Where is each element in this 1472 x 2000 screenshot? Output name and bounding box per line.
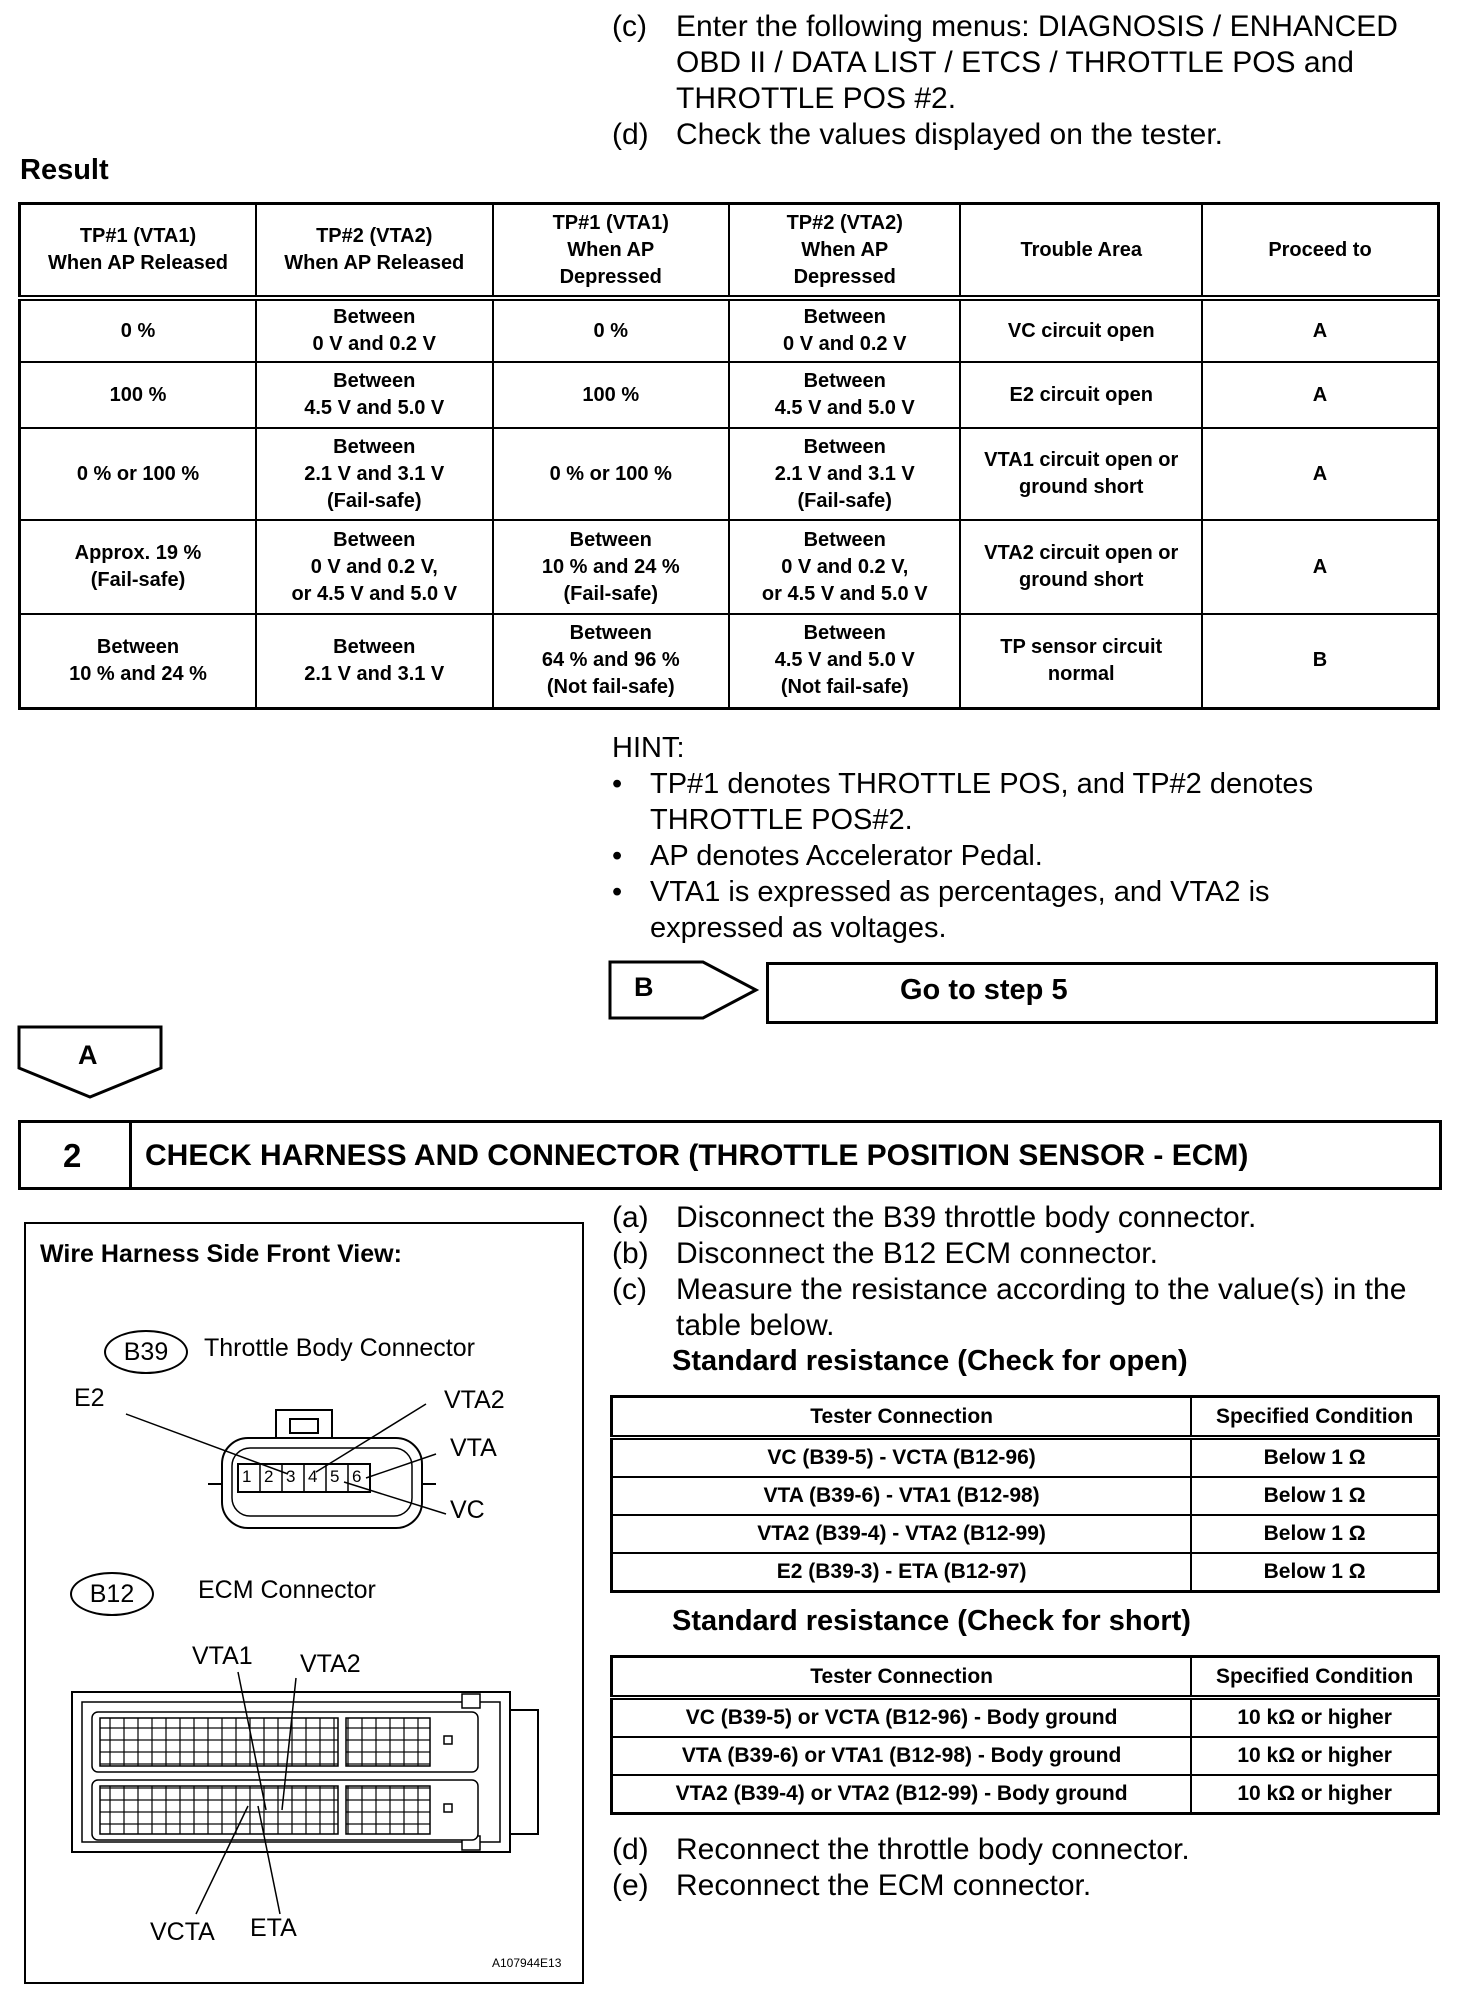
column-header (960, 204, 1202, 299)
text-line: OBD II / DATA LIST / ETCS / THROTTLE POS and (676, 46, 1354, 79)
result-heading: Result (20, 154, 109, 186)
text-line: Enter the following menus: DIAGNOSIS / ENHANCED (676, 10, 1398, 43)
section-header (18, 1120, 1442, 1190)
text-line: 0 V and 0.2 V, (781, 555, 909, 578)
b39-label-vc: VC (450, 1496, 485, 1524)
step-text (676, 1200, 1256, 1236)
text-line: Between (803, 435, 886, 458)
column-header: Tester Connection (612, 1657, 1192, 1698)
b39-label-vta: VTA (450, 1434, 497, 1462)
bullet-dot-icon: • (612, 876, 623, 908)
table-row (612, 1438, 1439, 1478)
text-line: 0 % or 100 % (549, 462, 672, 485)
table-row (612, 1737, 1439, 1775)
text-line: Check the values displayed on the tester. (676, 118, 1224, 151)
column-header: Specified Condition (1191, 1397, 1438, 1438)
text-line: normal (1047, 662, 1115, 685)
text-line: Reconnect the ECM connector. (676, 1869, 1092, 1902)
table-header-row (20, 204, 1439, 299)
bullet-dot-icon: • (612, 768, 623, 800)
table-cell: VTA2 (B39-4) or VTA2 (B12-99) - Body ground (612, 1775, 1192, 1814)
text-line: Depressed (559, 265, 662, 288)
table-cell (256, 520, 493, 614)
b39-name: Throttle Body Connector (204, 1334, 475, 1362)
table-cell (20, 298, 257, 362)
text-line: Approx. 19 % (74, 542, 202, 564)
table-cell (729, 362, 960, 428)
table-cell (960, 614, 1202, 708)
b39-code: B39 (123, 1338, 169, 1366)
branch-a-label: A (78, 1040, 98, 1070)
result-table (18, 202, 1440, 710)
text-line: 10 % and 24 % (69, 662, 207, 685)
table-row (20, 614, 1439, 708)
text-line: Between (333, 306, 416, 328)
text-line: Between (333, 635, 416, 658)
table-cell (729, 614, 960, 708)
pin-number: 5 (330, 1467, 340, 1486)
text-line: ground short (1019, 569, 1144, 591)
pin-number: 3 (286, 1467, 296, 1486)
table-cell (960, 362, 1202, 428)
table-cell (960, 298, 1202, 362)
text-line: or 4.5 V and 5.0 V (291, 582, 458, 605)
pin-number: 4 (308, 1467, 318, 1486)
table-cell (256, 298, 493, 362)
table-cell (1202, 520, 1439, 614)
text-line: 0 % (120, 319, 156, 342)
diagram-title: Wire Harness Side Front View: (40, 1240, 402, 1268)
bullet-dot-icon: • (612, 840, 623, 872)
table-row (612, 1553, 1439, 1592)
column-header (256, 204, 493, 299)
table-row (20, 428, 1439, 520)
text-line: E2 circuit open (1009, 383, 1153, 406)
pin-number: 6 (352, 1467, 362, 1486)
connector-diagram (24, 1222, 584, 1984)
text-line: Reconnect the throttle body connector. (676, 1833, 1190, 1866)
open-table-title: Standard resistance (Check for open) (672, 1345, 1188, 1377)
column-header (493, 204, 730, 299)
text-line: Disconnect the B39 throttle body connector. (676, 1201, 1257, 1234)
step-label: (c) (612, 10, 647, 43)
step-label: (e) (612, 1869, 649, 1902)
table-cell (960, 520, 1202, 614)
table-row (612, 1775, 1439, 1814)
text-line: 0 V and 0.2 V, (310, 555, 438, 578)
text-line: AP denotes Accelerator Pedal. (650, 840, 1043, 872)
table-cell: Below 1 Ω (1191, 1553, 1438, 1592)
text-line: A (1312, 555, 1328, 578)
table-cell: Below 1 Ω (1191, 1477, 1438, 1515)
hint-text (650, 766, 1440, 838)
text-line: Between (96, 635, 180, 658)
short-table (610, 1655, 1440, 1815)
branch-b-arrow-shape (608, 960, 768, 1026)
table-cell: 10 kΩ or higher (1191, 1775, 1438, 1814)
table-cell (20, 520, 257, 614)
step-text (676, 1272, 1406, 1344)
hint-text (650, 838, 1440, 874)
text-line: 0 V and 0.2 V (312, 333, 436, 355)
branch-b-label: B (634, 972, 654, 1002)
step-label: (d) (612, 118, 649, 151)
table-cell: 10 kΩ or higher (1191, 1698, 1438, 1738)
table-cell (729, 520, 960, 614)
column-header (729, 204, 960, 299)
go-to-step-text: Go to step 5 (900, 974, 1068, 1006)
step-text (676, 9, 1398, 117)
table-cell (493, 520, 730, 614)
step-text (676, 117, 1223, 153)
b12-code: B12 (89, 1580, 135, 1608)
text-line: TP#1 (VTA1) (79, 225, 197, 247)
text-line: 4.5 V and 5.0 V (774, 649, 915, 672)
text-line: (Fail-safe) (563, 582, 658, 605)
table-cell: VTA (B39-6) or VTA1 (B12-98) - Body ground (612, 1737, 1192, 1775)
pin-number: 1 (242, 1467, 252, 1486)
step-label: (a) (612, 1201, 649, 1234)
table-cell (960, 428, 1202, 520)
text-line: (Fail-safe) (90, 569, 186, 591)
table-cell (20, 614, 257, 708)
table-row (20, 520, 1439, 614)
section-title: CHECK HARNESS AND CONNECTOR (THROTTLE POSITION SENSOR - ECM) (145, 1139, 1249, 1172)
text-line: TP#1 (VTA1) (552, 211, 669, 234)
table-cell (256, 614, 493, 708)
text-line: A (1312, 462, 1328, 485)
text-line: 4.5 V and 5.0 V (304, 397, 445, 419)
text-line: Measure the resistance according to the value(s) in the (676, 1273, 1407, 1306)
text-line: Between (803, 528, 886, 551)
table-cell (1202, 298, 1439, 362)
text-line: 2.1 V and 3.1 V (304, 462, 445, 485)
text-line: VTA1 is expressed as percentages, and VTA2 is (650, 876, 1270, 908)
table-cell: E2 (B39-3) - ETA (B12-97) (612, 1553, 1192, 1592)
b12-label-vta2: VTA2 (300, 1650, 361, 1678)
text-line: Between (803, 622, 886, 645)
step-text (676, 1236, 1158, 1272)
step-text (676, 1868, 1091, 1904)
table-header-row (612, 1397, 1439, 1438)
go-to-step-box[interactable] (766, 962, 1438, 1024)
text-line: Between (569, 528, 652, 551)
table-row (20, 362, 1439, 428)
table-cell (493, 614, 730, 708)
text-line: Disconnect the B12 ECM connector. (676, 1237, 1158, 1270)
text-line: When AP Released (284, 252, 465, 274)
b12-label-vta1: VTA1 (192, 1642, 253, 1670)
text-line: 0 % (593, 319, 628, 342)
text-line: 64 % and 96 % (541, 649, 680, 672)
text-line: or 4.5 V and 5.0 V (761, 582, 928, 605)
table-cell (493, 362, 730, 428)
hint-title: HINT: (612, 732, 685, 764)
open-table (610, 1395, 1440, 1593)
text-line: When AP Released (47, 252, 229, 274)
text-line: (Fail-safe) (797, 489, 892, 512)
text-line: When AP (801, 238, 889, 261)
text-line: (Fail-safe) (327, 489, 422, 512)
table-cell: VTA (B39-6) - VTA1 (B12-98) (612, 1477, 1192, 1515)
text-line: Depressed (793, 265, 896, 288)
text-line: Trouble Area (1020, 238, 1142, 261)
table-cell: Below 1 Ω (1191, 1438, 1438, 1478)
section-number: 2 (63, 1137, 82, 1174)
text-line: Proceed to (1268, 238, 1372, 261)
table-cell (1202, 614, 1439, 708)
column-header: Tester Connection (612, 1397, 1192, 1438)
b12-label-vcta: VCTA (150, 1918, 215, 1946)
table-header-row (612, 1657, 1439, 1698)
text-line: VTA2 circuit open or (984, 542, 1179, 564)
text-line: 10 % and 24 % (541, 555, 680, 578)
table-cell (20, 428, 257, 520)
b12-label-eta: ETA (250, 1914, 297, 1942)
text-line: Between (803, 370, 886, 392)
table-cell (1202, 362, 1439, 428)
text-line: 2.1 V and 3.1 V (774, 462, 915, 485)
text-line: 100 % (582, 383, 640, 406)
branch-b (608, 960, 1468, 1026)
short-table-title: Standard resistance (Check for short) (672, 1605, 1191, 1637)
text-line: THROTTLE POS#2. (650, 804, 913, 836)
text-line: TP#2 (VTA2) (786, 211, 903, 234)
text-line: (Not fail-safe) (780, 676, 909, 699)
text-line: When AP (567, 238, 655, 261)
text-line: 0 % or 100 % (76, 462, 200, 485)
text-line: TP sensor circuit (1000, 635, 1163, 658)
text-line: VTA1 circuit open or (984, 449, 1179, 471)
figure-id: A107944E13 (492, 1956, 562, 1970)
column-header (20, 204, 257, 299)
table-cell: VC (B39-5) - VCTA (B12-96) (612, 1438, 1192, 1478)
text-line: 100 % (109, 383, 167, 406)
text-line: (Not fail-safe) (546, 676, 675, 699)
step-label: (d) (612, 1833, 649, 1866)
table-cell (493, 428, 730, 520)
text-line: B (1312, 649, 1328, 672)
table-cell: Below 1 Ω (1191, 1515, 1438, 1553)
step-label: (c) (612, 1273, 647, 1306)
text-line: Between (333, 370, 416, 392)
table-cell (493, 298, 730, 362)
table-cell (729, 428, 960, 520)
text-line: 4.5 V and 5.0 V (774, 397, 915, 419)
text-line: Between (569, 622, 652, 645)
text-line: VC circuit open (1007, 319, 1155, 342)
table-cell (729, 298, 960, 362)
branch-a (16, 1024, 166, 1100)
table-row (20, 298, 1439, 362)
b12-name: ECM Connector (198, 1576, 376, 1604)
step-text (676, 1832, 1190, 1868)
text-line: 2.1 V and 3.1 V (304, 662, 445, 685)
table-cell (256, 362, 493, 428)
text-line: TP#2 (VTA2) (316, 225, 433, 247)
table-cell (20, 362, 257, 428)
column-header: Specified Condition (1191, 1657, 1438, 1698)
text-line: Between (803, 306, 886, 328)
text-line: THROTTLE POS #2. (676, 82, 957, 115)
text-line: Between (333, 435, 416, 458)
table-cell (256, 428, 493, 520)
text-line: Between (333, 528, 416, 551)
b12-connector-drawing (26, 1224, 582, 1982)
b39-label-vta2: VTA2 (444, 1386, 505, 1414)
table-row (612, 1698, 1439, 1738)
table-cell (1202, 428, 1439, 520)
b39-label-e2: E2 (74, 1384, 105, 1412)
table-row (612, 1515, 1439, 1553)
text-line: A (1312, 319, 1328, 342)
step-label: (b) (612, 1237, 649, 1270)
table-row (612, 1477, 1439, 1515)
column-header (1202, 204, 1439, 299)
table-cell: 10 kΩ or higher (1191, 1737, 1438, 1775)
pin-number: 2 (264, 1467, 274, 1486)
text-line: table below. (676, 1309, 835, 1342)
text-line: expressed as voltages. (650, 912, 947, 944)
text-line: 0 V and 0.2 V (783, 333, 907, 355)
table-cell: VC (B39-5) or VCTA (B12-96) - Body ground (612, 1698, 1192, 1738)
hint-text (650, 874, 1440, 946)
text-line: ground short (1019, 476, 1144, 498)
text-line: TP#1 denotes THROTTLE POS, and TP#2 denotes (650, 768, 1314, 800)
table-cell: VTA2 (B39-4) - VTA2 (B12-99) (612, 1515, 1192, 1553)
text-line: A (1312, 383, 1328, 406)
